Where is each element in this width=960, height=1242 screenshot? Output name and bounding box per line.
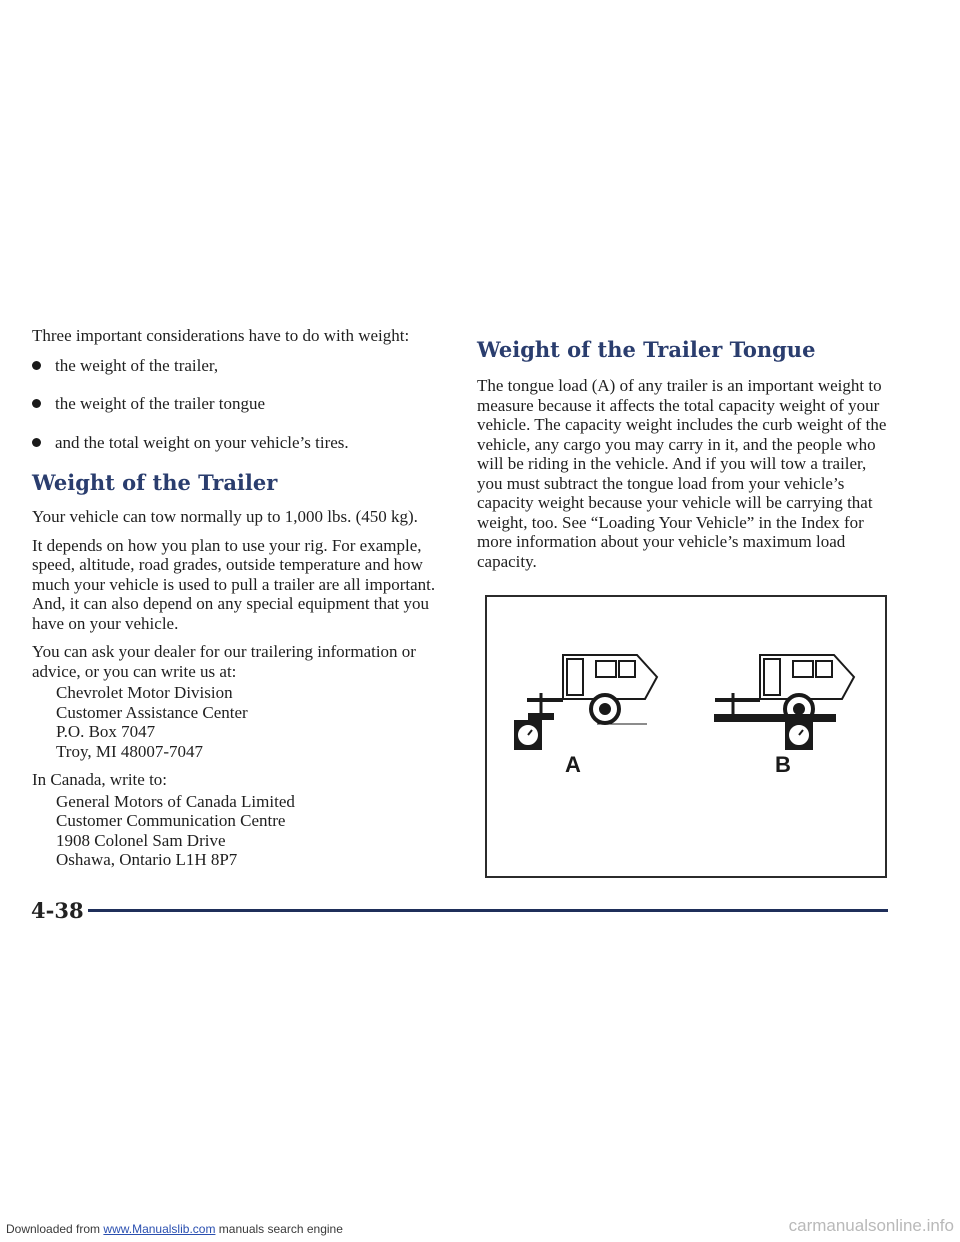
rig-usage-text: It depends on how you plan to use your rig. For example, speed, altitude, road grades, outside temperature and how much your vehicle is used to pull a trailer are all important. And, it can also depend on any special equipment that you have on your vehicle. (32, 535, 436, 633)
canada-text: In Canada, write to: (32, 770, 168, 789)
manualslib-link[interactable]: www.Manualslib.com (103, 1222, 216, 1236)
bullet-icon (32, 399, 41, 408)
right-column (477, 338, 892, 571)
figure-label-b: B (775, 752, 791, 777)
weight-considerations-list (32, 356, 442, 453)
left-column (32, 326, 442, 879)
page-number: 4-38 (31, 898, 84, 923)
trailer-b-illustration (715, 655, 854, 749)
watermark: carmanualsonline.info (788, 1216, 954, 1235)
heading-weight-of-trailer-tongue: Weight of the Trailer Tongue (477, 337, 816, 362)
list-item: and the total weight on your vehicle’s tires. (32, 433, 442, 453)
figure-label-a: A (565, 752, 581, 777)
tongue-weight-figure (485, 595, 887, 878)
us-address: Chevrolet Motor Division Customer Assistance Center P.O. Box 7047 Troy, MI 48007-7047 (56, 683, 248, 761)
download-footer: Downloaded from www.Manualslib.com manuals search engine (6, 1222, 343, 1236)
trailer-a-illustration (515, 655, 657, 749)
tow-capacity-text: Your vehicle can tow normally up to 1,000 lbs. (450 kg). (32, 507, 418, 526)
list-item: the weight of the trailer tongue (32, 394, 442, 414)
trailer-scale-illustration (487, 597, 885, 876)
list-item: the weight of the trailer, (32, 356, 442, 376)
canada-address: General Motors of Canada Limited Customer Communication Centre 1908 Colonel Sam Drive Oshawa, Ontario L1H 8P7 (56, 791, 295, 869)
tongue-load-text: The tongue load (A) of any trailer is an important weight to measure because it affects the total capacity weight of your vehicle. The capacity weight includes the curb weight of the vehicle, any cargo you may carry in it, and the people who will be riding in the vehicle. And if you will tow a trailer, you must subtract the tongue load from your vehicle’s capacity weight because your vehicle will be carrying that weight, too. See “Loading Your Vehicle” in the Index for more information about your vehicle’s maximum load capacity. (477, 376, 887, 571)
heading-weight-of-trailer: Weight of the Trailer (32, 470, 278, 495)
footer-rule (88, 909, 888, 912)
bullet-icon (32, 438, 41, 447)
dealer-advice-text: You can ask your dealer for our trailering information or advice, or you can write us at: (32, 642, 416, 681)
intro-text: Three important considerations have to do with weight: (32, 326, 410, 345)
bullet-icon (32, 361, 41, 370)
